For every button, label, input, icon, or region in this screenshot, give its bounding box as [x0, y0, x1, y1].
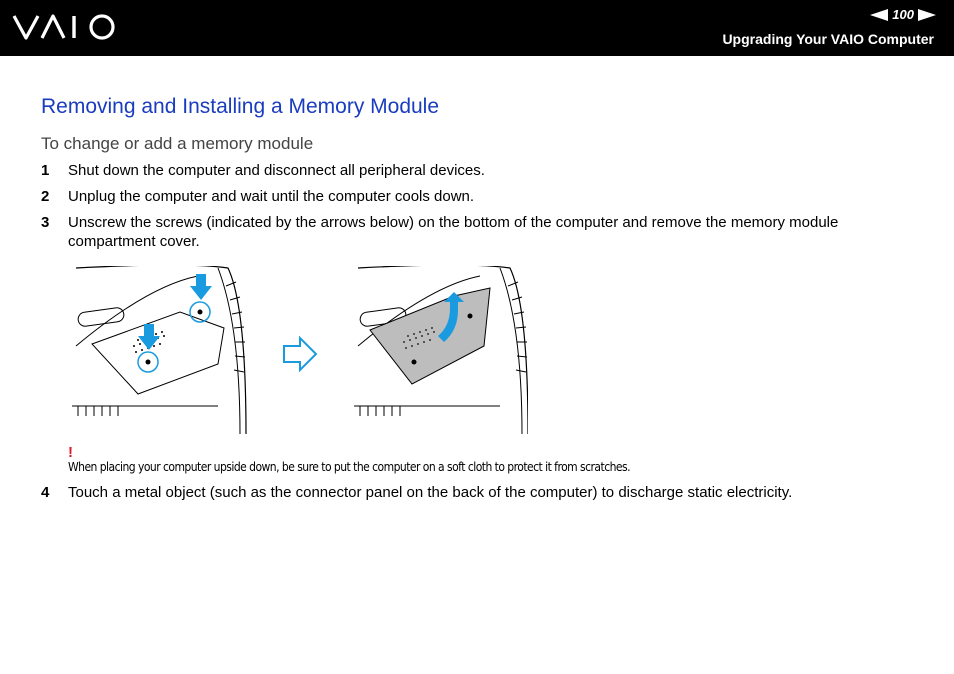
caution-icon: ! [68, 444, 73, 461]
section-title: Upgrading Your VAIO Computer [722, 31, 934, 47]
step-number: 4 [41, 484, 50, 501]
step-text: Shut down the computer and disconnect all peripheral devices. [68, 162, 485, 179]
device-after [354, 266, 528, 434]
page-header [0, 0, 954, 56]
step-text: Touch a metal object (such as the connector panel on the back of the computer) to discharge static electricity. [68, 484, 793, 501]
page-number: 100 [892, 7, 914, 22]
procedure-subtitle: To change or add a memory module [41, 134, 314, 153]
step-number: 2 [41, 188, 50, 205]
page-navigation [870, 7, 936, 22]
memory-cover-illustration [68, 266, 528, 434]
caution-text: When placing your computer upside down, be sure to put the computer on a soft cloth to protect it from scratches. [68, 460, 631, 474]
step-number: 1 [41, 162, 50, 179]
step-text: Unplug the computer and wait until the computer cools down. [68, 188, 475, 205]
page-title: Removing and Installing a Memory Module [41, 95, 440, 118]
device-before [72, 266, 246, 434]
vaio-logo [12, 12, 120, 42]
next-step-arrow [284, 338, 316, 370]
step-text: Unscrew the screws (indicated by the arrows below) on the bottom of the computer and remove the memory module compartment cover. [68, 214, 839, 250]
step-number: 3 [41, 214, 50, 231]
next-page-icon[interactable] [918, 9, 936, 21]
previous-page-icon[interactable] [870, 9, 888, 21]
